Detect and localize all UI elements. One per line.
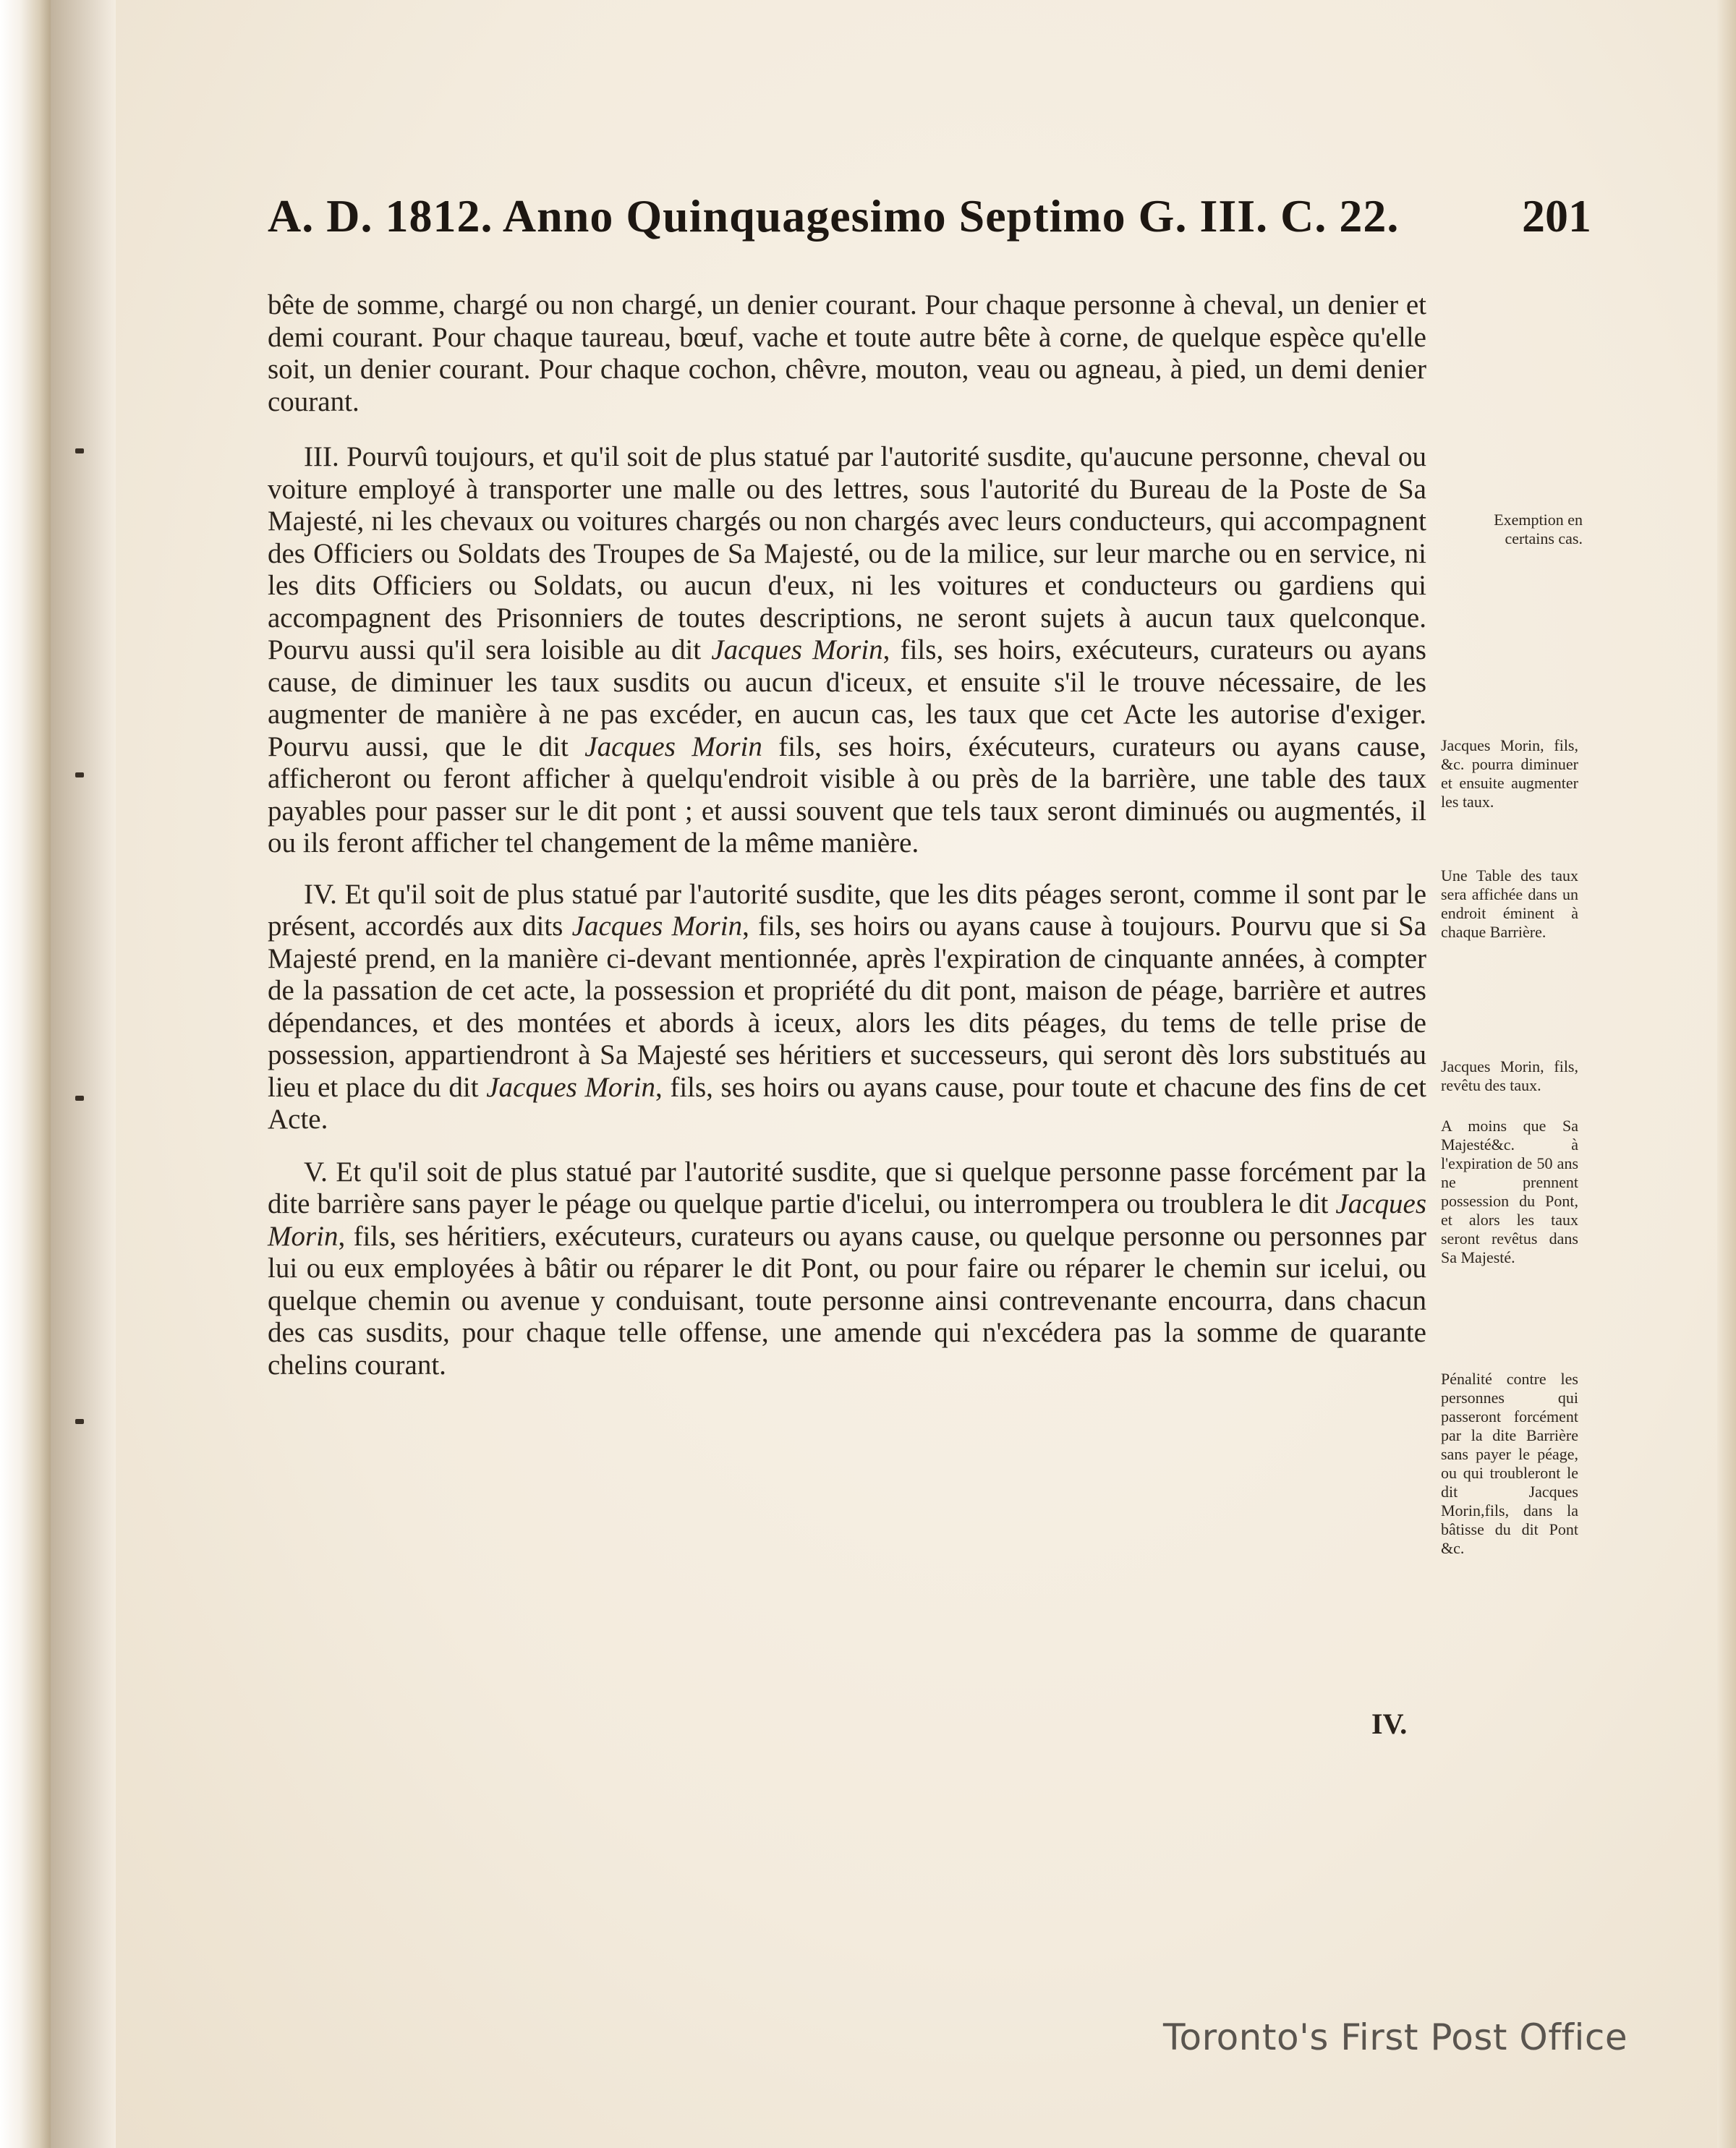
paragraph-section-iii bbox=[268, 441, 1426, 860]
text-run: V. Et qu'il soit de plus statué par l'autorité susdite, que si quelque personne passe forcément par la dite barrière sans payer le péage ou quelque partie d'icelui, ou interrompera ou troublera le dit bbox=[268, 1156, 1426, 1219]
sidenote-morin-diminish: Jacques Morin, fils, &c. pourra diminuer et ensuite augmenter les taux. bbox=[1441, 736, 1578, 811]
scanner-background-edge bbox=[0, 0, 51, 2148]
binding-thread-mark bbox=[75, 448, 84, 453]
sidenote-table-of-tolls: Une Table des taux sera affichée dans un endroit éminent à chaque Barrière. bbox=[1441, 866, 1578, 941]
page-number: 201 bbox=[1522, 190, 1591, 242]
sidenote-penalty: Pénalité contre les personnes qui passeront forcément par la dite Barrière sans payer le péage, ou qui troubleront le dit Jacques Morin,fils, dans la bâtisse du dit Pont &c. bbox=[1441, 1370, 1578, 1557]
watermark-caption: Toronto's First Post Office bbox=[1163, 2016, 1628, 2058]
text-run: III. Pourvû toujours, et qu'il soit de plus statué par l'autorité susdite, qu'aucune personne, cheval ou voiture employé à transporter une malle ou des lettres, sous l'autorité du Bureau de la Poste de Sa Majesté, ni les chevaux ou voitures chargés ou non chargés avec leurs conducteurs, qui accompagnent des Officiers ou Soldats des Troupes de Sa Majesté, ou de la milice, sur leur marche ou en service, ni les dits Officiers ou Soldats, ou aucun d'eux, ni les voitures et conducteurs ou gardiens qui accompagnent des Prisonniers de toutes descriptions, ne seront sujets à aucun taux quelconque. Pourvu aussi qu'il sera loisible au dit bbox=[268, 441, 1426, 665]
running-head bbox=[268, 189, 1591, 255]
sidenote-morin-vested: Jacques Morin, fils, revêtu des taux. bbox=[1441, 1057, 1578, 1094]
running-head-title: A. D. 1812. Anno Quinquagesimo Septimo G. III. C. 22. bbox=[268, 190, 1400, 242]
person-name: Jacques Morin bbox=[268, 1188, 1426, 1252]
text-run: IV. Et qu'il soit de plus statué par l'autorité susdite, que les dits péages seront, comme il sont par le présent, accordés aux dits bbox=[268, 878, 1426, 942]
binding-thread-mark bbox=[75, 772, 84, 777]
text-run: fils, ses hoirs, éxécuteurs, curateurs ou ayans cause, afficheront ou feront afficher à quelqu'endroit visible à ou près de la barrière, une table des taux payables pour passer sur le dit pont ; et aussi souvent que tels taux seront diminués ou augmentés, il ou ils feront afficher tel changement de la même manière. bbox=[268, 730, 1427, 858]
person-name: Jacques Morin bbox=[486, 1071, 655, 1103]
sidenote-exemption: Exemption en certains cas. bbox=[1494, 511, 1583, 547]
person-name: Jacques Morin bbox=[584, 730, 762, 762]
person-name: Jacques Morin bbox=[571, 911, 743, 942]
catchword: IV. bbox=[1371, 1708, 1408, 1740]
binding-thread-mark bbox=[75, 1096, 84, 1101]
paragraph-section-v bbox=[268, 1156, 1426, 1382]
person-name: Jacques Morin bbox=[711, 634, 883, 665]
paragraph-section-iv bbox=[268, 879, 1426, 1136]
text-run: , fils, ses hoirs, exécuteurs, curateurs ou ayans cause, de diminuer les taux susdits ou aucun d'iceux, et ensuite s'il le trouve nécessaire, de les augmenter de manière à ne pas excéder, en aucun cas, les taux que cet Acte les autorise d'exiger. Pourvu aussi, que le dit bbox=[268, 634, 1426, 762]
text-run: , fils, ses hoirs ou ayans cause à toujours. Pourvu que si Sa Majesté prend, en la manière ci-devant mentionnée, après l'expiration de cinquante années, à compter de la passation de cet acte, la possession et propriété du dit pont, maison de péage, barrière et autres dépendances, et des montées et abords à iceux, alors les dits péages, du tems de telle prise de possession, appartiendront à Sa Majesté ses héritiers et successeurs, qui seront dès lors substitués au lieu et place du dit bbox=[268, 911, 1427, 1103]
statute-body bbox=[268, 289, 1426, 1381]
text-run: , fils, ses hoirs ou ayans cause, pour toute et chacune des fins de cet Acte. bbox=[268, 1071, 1426, 1135]
page-gutter-shadow bbox=[51, 0, 116, 2148]
page-right-edge bbox=[1717, 0, 1736, 2148]
binding-thread-mark bbox=[75, 1419, 84, 1424]
paragraph-tolls-continued: bête de somme, chargé ou non chargé, un denier courant. Pour chaque personne à cheval, un denier et demi courant. Pour chaque taureau, bœuf, vache et toute autre bête à corne, de quelque espèce qu'elle soit, un denier courant. Pour chaque cochon, chêvre, mouton, veau ou agneau, à pied, un demi denier courant. bbox=[268, 289, 1426, 417]
text-run: , fils, ses héritiers, exécuteurs, curateurs ou ayans cause, ou quelque personne ou personnes par lui ou eux employées à bâtir ou réparer le dit Pont, ou pour faire ou réparer le chemin sur icelui, ou quelque chemin ou avenue y conduisant, toute personne ainsi contrevenante encourra, dans chacun des cas susdits, pour chaque telle offense, une amende qui n'excédera pas la somme de quarante chelins courant. bbox=[268, 1220, 1426, 1381]
sidenote-expiration: A moins que Sa Majesté&c. à l'expiration de 50 ans ne prennent possession du Pont, et alors les taux seront revêtus dans Sa Majesté. bbox=[1441, 1117, 1578, 1266]
